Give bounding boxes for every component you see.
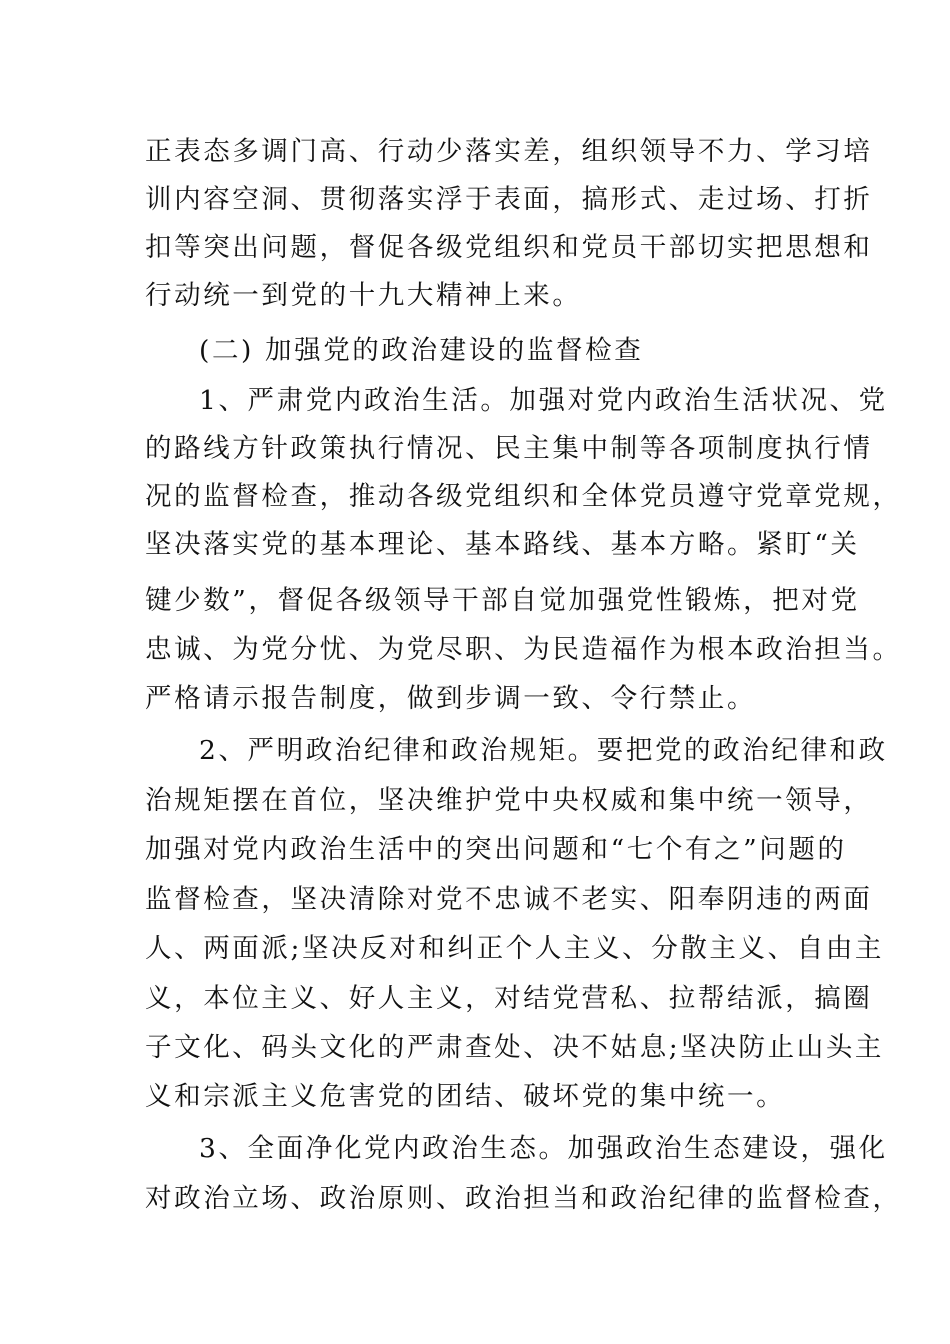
- body-text-line: 监督检查，坚决清除对党不忠诚不老实、阳奉阴违的两面: [145, 884, 873, 915]
- body-text-line: 严格请示报告制度，做到步调一致、令行禁止。: [145, 683, 757, 714]
- body-text-line: 子文化、码头文化的严肃查处、决不姑息;坚决防止山头主: [145, 1032, 885, 1063]
- body-text-line: 行动统一到党的十九大精神上来。: [145, 280, 582, 311]
- body-text-line: 加强对党内政治生活中的突出问题和“七个有之”问题的: [145, 834, 847, 865]
- body-text-line: 坚决落实党的基本理论、基本路线、基本方略。紧盯“关: [145, 529, 860, 560]
- body-text-line: 训内容空洞、贯彻落实浮于表面，搞形式、走过场、打折: [145, 184, 873, 215]
- body-text-line: 扣等突出问题，督促各级党组织和党员干部切实把思想和: [145, 232, 873, 263]
- body-text-line: 义和宗派主义危害党的团结、破坏党的集中统一。: [145, 1081, 786, 1112]
- paragraph-first-line: 2、严明政治纪律和政治规矩。要把党的政治纪律和政: [199, 735, 888, 766]
- body-text-line: 正表态多调门高、行动少落实差，组织领导不力、学习培: [145, 136, 873, 167]
- body-text-line: 键少数”，督促各级领导干部自觉加强党性锻炼，把对党: [145, 585, 860, 616]
- paragraph-first-line: 1、严肃党内政治生活。加强对党内政治生活状况、党: [199, 385, 888, 416]
- body-text-line: 义，本位主义、好人主义，对结党营私、拉帮结派，搞圈: [145, 983, 873, 1014]
- body-text-line: 对政治立场、政治原则、政治担当和政治纪律的监督检查，: [145, 1183, 902, 1214]
- body-text-line: 人、两面派;坚决反对和纠正个人主义、分散主义、自由主: [145, 933, 885, 964]
- section-heading: (二) 加强党的政治建设的监督检查: [199, 335, 644, 366]
- body-text-line: 忠诚、为党分忧、为党尽职、为民造福作为根本政治担当。: [145, 634, 902, 665]
- body-text-line: 的路线方针政策执行情况、民主集中制等各项制度执行情: [145, 433, 873, 464]
- paragraph-first-line: 3、全面净化党内政治生态。加强政治生态建设，强化: [199, 1133, 888, 1164]
- body-text-line: 况的监督检查，推动各级党组织和全体党员遵守党章党规，: [145, 481, 902, 512]
- body-text-line: 治规矩摆在首位，坚决维护党中央权威和集中统一领导，: [145, 785, 873, 816]
